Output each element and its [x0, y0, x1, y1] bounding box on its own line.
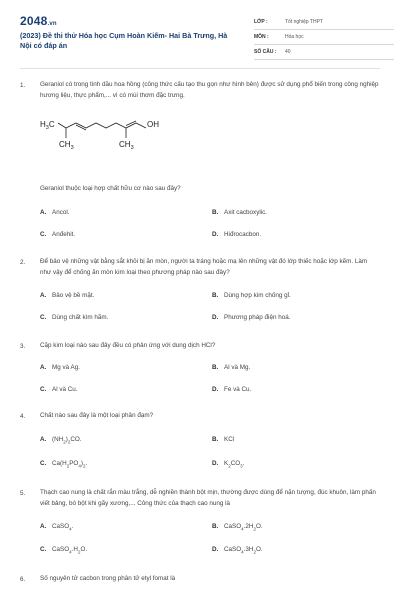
geraniol-structure — [40, 112, 180, 158]
option-a[interactable]: A. Ancol. — [40, 209, 70, 216]
meta-label: LỚP : — [254, 19, 268, 25]
option-b[interactable]: B. Dùng hợp kim chống gỉ. — [212, 292, 291, 299]
question-number: 4. — [20, 413, 26, 420]
meta-value: Hóa học — [285, 34, 304, 40]
question-number: 6. — [20, 576, 26, 583]
option-d[interactable]: D. $CaSO_4.3H_2O$. — [212, 546, 263, 555]
meta-value: 40 — [285, 49, 291, 55]
option-d[interactable]: D. Hiđrocacbon. — [212, 231, 262, 238]
option-b[interactable]: B. KCl — [212, 436, 235, 443]
option-d[interactable]: D. Fe và Cu. — [212, 386, 252, 393]
question-number: 2. — [20, 259, 26, 266]
formula-text: $(NH_2)_2CO$. — [52, 436, 82, 445]
meta-value: Tốt nghiệp THPT — [285, 19, 323, 25]
option-c[interactable]: C. Dùng chất kìm hãm. — [40, 314, 109, 321]
formula-text: $CaSO_4.3H_2O$. — [224, 546, 263, 555]
exam-title: (2023) Đề thi thử Hóa học Cụm Hoàn Kiếm- Hai Bà Trưng, Hà Nội có đáp án — [20, 31, 228, 50]
option-c[interactable]: C. $CaSO_4.H_2O$. — [40, 546, 88, 555]
option-a[interactable]: A. CaSO$_4$. — [40, 523, 74, 532]
double-bond-line — [126, 121, 136, 126]
document-header — [20, 14, 380, 62]
meta-row-count — [254, 47, 394, 60]
question-text: Thạch cao nung là chất rắn màu trắng, dễ nghiền thành bột mịn, thường được dùng để nặn tượng, đúc khuôn, làm phấn viết bảng, bó bột khi gãy xương,... Công thức của thạch cao nung là — [40, 489, 376, 507]
option-b[interactable]: B. Axit cacboxylic. — [212, 209, 268, 216]
meta-label: SỐ CÂU : — [254, 49, 277, 55]
option-b[interactable]: B. Al và Mg. — [212, 364, 251, 371]
option-d[interactable]: D. $K_2CO_3$. — [212, 460, 245, 469]
question-text: Chất nào sau đây là một loại phân đạm? — [40, 412, 154, 419]
formula-text: KCl — [224, 436, 235, 443]
option-c[interactable]: C. Al và Cu. — [40, 386, 78, 393]
structure-label-ch3: $CH_3$ — [59, 140, 74, 151]
formula-text: $Ca(H_2PO_4)_2$. — [52, 460, 88, 469]
option-c[interactable]: C. $Ca(H_2PO_4)_2$. — [40, 460, 88, 469]
question-number: 1. — [20, 82, 26, 89]
meta-label: MÔN : — [254, 34, 269, 40]
structure-label-h3c: $H_3C$ — [40, 120, 55, 131]
question-number: 3. — [20, 343, 26, 350]
question-text: Cặp kim loại nào sau đây đều có phản ứng với dung dịch HCl? — [40, 342, 216, 349]
exam-meta — [254, 17, 394, 62]
formula-text: $CaSO_4.2H_2O$. — [224, 523, 263, 532]
question-text: Số nguyên tử cacbon trong phân tử etyl fomat là — [40, 575, 176, 582]
question-text: Geraniol có trong tinh dầu hoa hồng (công thức cấu tạo thu gọn như hình bên) được sử dụng phổ biến trong công nghiệp hương liệu, thực phẩm,... vì có mùi thơm đặc trưng. — [40, 81, 379, 99]
formula-text: $CaSO_4.H_2O$. — [52, 546, 88, 555]
option-b[interactable]: B. $CaSO_4.2H_2O$. — [212, 523, 263, 532]
carbon-chain — [58, 123, 146, 128]
header-divider — [20, 68, 380, 69]
site-logo[interactable]: 2048.vn — [20, 14, 57, 28]
question-stem: Geraniol thuộc loại hợp chất hữu cơ nào sau đây? — [40, 185, 181, 192]
meta-row-subject — [254, 32, 394, 45]
question-text: Để bảo vệ những vật bằng sắt khỏi bị ăn mòn, người ta tráng hoặc mạ lên những vật đó lớp thiếc hoặc lớp kẽm. Làm như vậy để chống ăn mòn kim loại theo phương pháp nào sau đây? — [40, 258, 368, 276]
option-a[interactable]: A. $(NH_2)_2CO$. — [40, 436, 82, 445]
formula-text: $K_2CO_3$. — [224, 460, 245, 469]
option-d[interactable]: D. Phương pháp điện hoá. — [212, 314, 291, 321]
option-a[interactable]: A. Bảo vệ bề mặt. — [40, 292, 95, 299]
option-c[interactable]: C. Anđehit. — [40, 231, 76, 238]
structure-label-oh: OH — [147, 120, 159, 129]
meta-row-class — [254, 17, 394, 30]
structure-label-ch3: $CH_3$ — [119, 140, 134, 151]
question-number: 5. — [20, 490, 26, 497]
option-a[interactable]: A. Mg và Ag. — [40, 364, 81, 371]
formula-text: CaSO$_4$. — [52, 523, 74, 532]
